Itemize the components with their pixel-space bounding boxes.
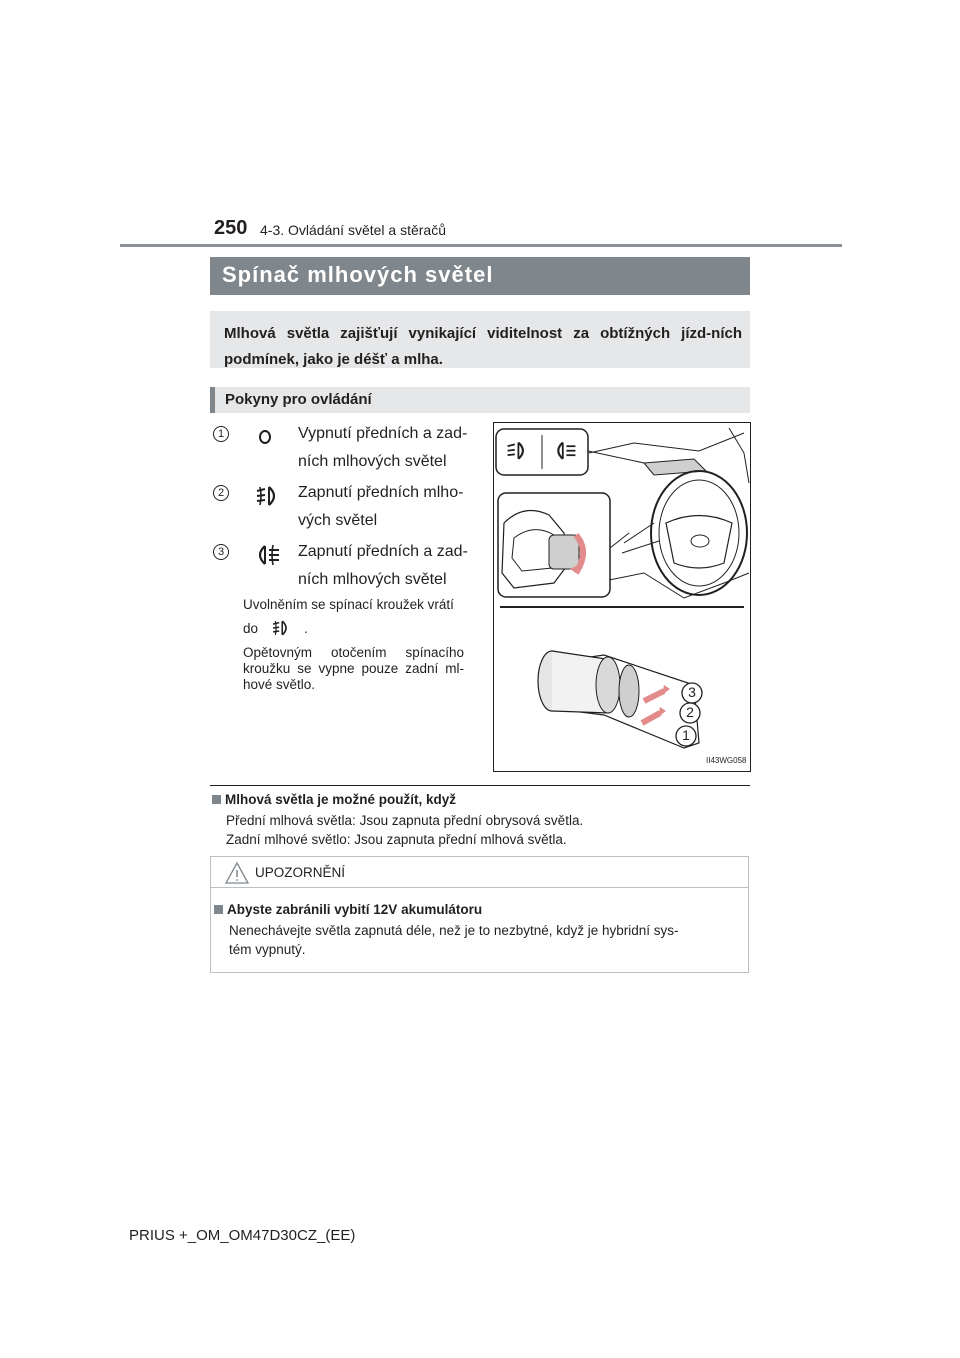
footer-code: PRIUS +_OM_OM47D30CZ_(EE)	[129, 1227, 356, 1244]
item-3-line2: ních mlhových světel	[298, 571, 447, 588]
callout-2: 2	[686, 704, 694, 720]
warning-line1: Nenechávejte světla zapnutá déle, než je to nezbytné, když je hybridní sys-	[229, 923, 679, 938]
callout-1: 1	[682, 727, 690, 743]
section-separator	[210, 785, 750, 786]
item-1-line1: Vypnutí předních a zad-	[298, 425, 468, 442]
release-note-line1: Uvolněním se spínací kroužek vrátí	[243, 597, 454, 612]
item-1-line2: ních mlhových světel	[298, 453, 447, 470]
header-rule	[120, 244, 842, 247]
front-fog-inline-icon	[270, 617, 296, 639]
warning-label: UPOZORNĚNÍ	[255, 865, 346, 880]
item-2-line2: vých světel	[298, 512, 378, 529]
subsection-header	[210, 387, 750, 413]
conditions-line2: Zadní mlhové světlo: Jsou zapnuta přední mlhová světla.	[226, 832, 567, 847]
bullet-square-icon	[212, 795, 221, 804]
illustration-drawing	[494, 423, 750, 771]
title-bar	[210, 257, 750, 295]
again-note-line3: hové světlo.	[243, 677, 316, 692]
subsection-title: Pokyny pro ovládání	[225, 391, 372, 408]
warning-heading-text: Abyste zabránili vybití 12V akumulátoru	[227, 902, 483, 917]
conditions-body	[226, 811, 583, 849]
section-title: 4-3. Ovládání světel a stěračů	[260, 222, 446, 238]
warning-body	[229, 921, 741, 959]
page-title: Spínač mlhových světel	[222, 262, 494, 287]
callout-3: 3	[688, 684, 696, 700]
item-number-3: 3	[213, 544, 229, 560]
off-indicator-icon	[253, 425, 287, 451]
warning-rule	[211, 887, 748, 888]
page-number: 250	[214, 217, 248, 239]
item-3-line1: Zapnutí předních a zad-	[298, 543, 468, 560]
front-rear-fog-icon	[253, 542, 287, 568]
conditions-heading	[212, 792, 456, 807]
figure-code: II43WG058	[706, 756, 747, 765]
release-note-prefix: do	[243, 621, 259, 636]
warning-bullet-icon	[214, 905, 223, 914]
release-note-suffix: .	[304, 621, 308, 636]
warning-heading	[214, 902, 482, 917]
item-2-line1: Zapnutí předních mlho-	[298, 484, 464, 501]
warning-triangle-icon	[224, 861, 250, 885]
warning-line2: tém vypnutý.	[229, 942, 306, 957]
again-note-line2: kroužku se vypne pouze zadní ml-	[243, 661, 464, 676]
conditions-line1: Přední mlhová světla: Jsou zapnuta přední obrysová světla.	[226, 813, 584, 828]
again-note-line1: Opětovným otočením spínacího	[243, 645, 464, 660]
intro-text: Mlhová světla zajišťují vynikající viditelnost za obtížných jízd-ních podmínek, jako je déšť a mlha.	[224, 325, 742, 368]
intro-box	[210, 311, 750, 368]
item-number-2: 2	[213, 485, 229, 501]
front-fog-icon	[253, 483, 287, 509]
item-number-1: 1	[213, 426, 229, 442]
warning-box	[210, 856, 749, 973]
fog-switch-illustration	[493, 422, 751, 772]
conditions-heading-text: Mlhová světla je možné použít, když	[225, 792, 457, 807]
